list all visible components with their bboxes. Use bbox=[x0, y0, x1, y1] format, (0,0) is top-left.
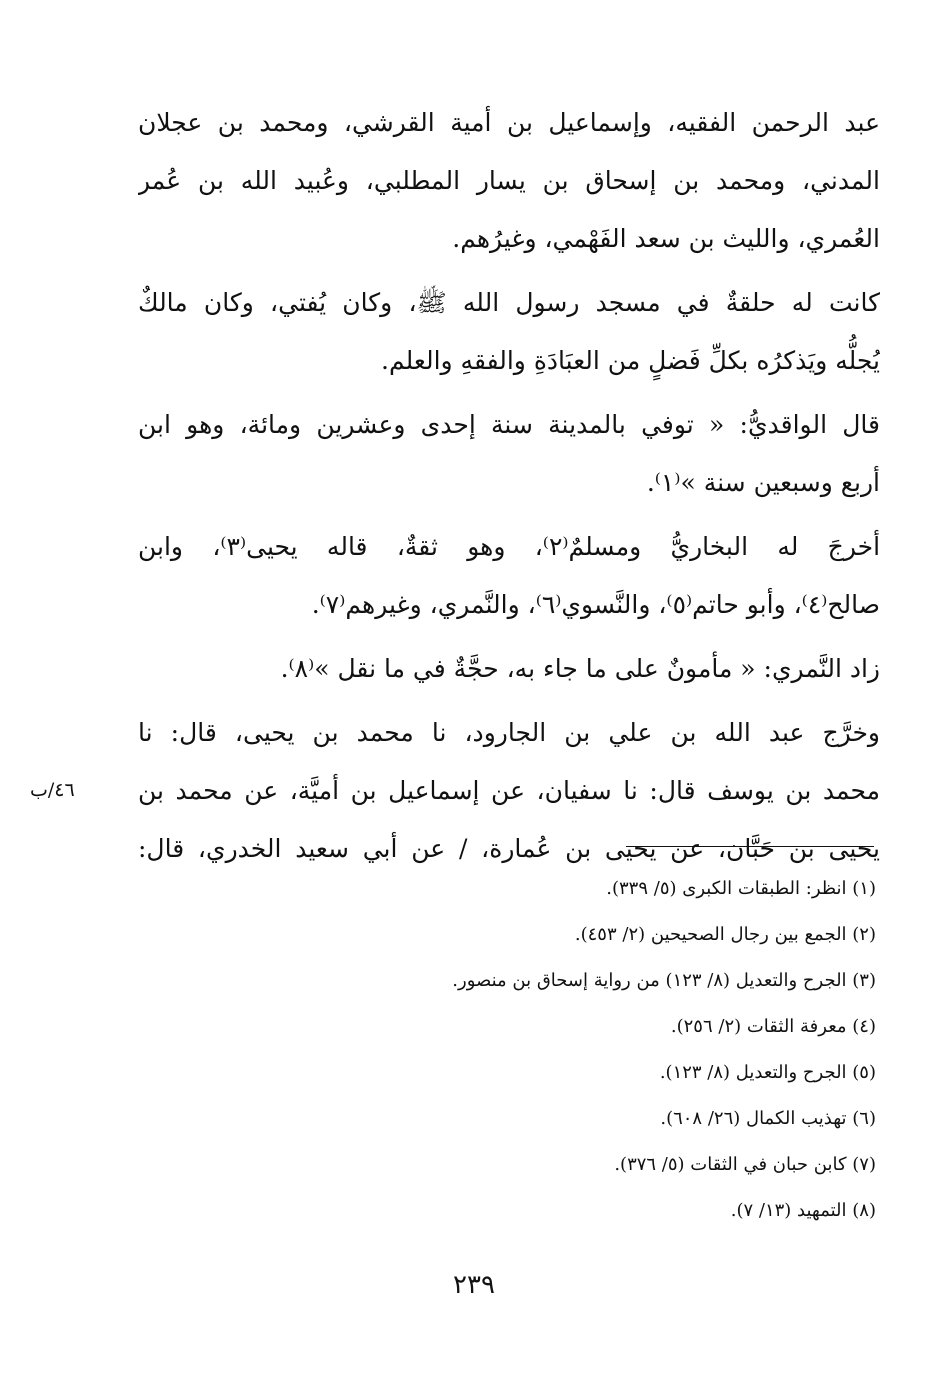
text-line: يحيى بن حَبَّان، عن يحيى بن عُمارة، / عن أبي سعيد الخدري، قال: bbox=[138, 834, 880, 863]
text-line: أخرجَ له البخاريُّ ومسلمٌ⁽٢⁾، وهو ثقةٌ، قاله يحيى⁽٣⁾، وابن bbox=[138, 532, 880, 561]
paragraph-3 bbox=[138, 396, 880, 512]
paragraph-1 bbox=[138, 94, 880, 268]
text-line: قال الواقديُّ: « توفي بالمدينة سنة إحدى وعشرين ومائة، وهو ابن bbox=[138, 410, 880, 439]
manuscript-folio-marker: ٤٦/ب bbox=[30, 779, 75, 801]
text-line: محمد بن يوسف قال: نا سفيان، عن إسماعيل بن أميَّة، عن محمد بن bbox=[138, 776, 880, 805]
text-line: يُجلُّه ويَذكرُه بكلِّ فَضلٍ من العبَادَةِ والفقهِ والعلم. bbox=[381, 346, 880, 375]
main-text bbox=[138, 94, 880, 884]
footnote-4: (٤) معرفة الثقات (٢/ ٢٥٦). bbox=[670, 1016, 876, 1037]
text-line: كانت له حلقةٌ في مسجد رسول الله ﷺ، وكان يُفتي، وكان مالكٌ bbox=[138, 288, 880, 317]
footnote-8: (٨) التمهيد (١٣/ ٧). bbox=[730, 1200, 876, 1221]
footnote-5: (٥) الجرح والتعديل (٨/ ١٢٣). bbox=[659, 1062, 876, 1083]
text-line: عبد الرحمن الفقيه، وإسماعيل بن أمية القرشي، ومحمد بن عجلان bbox=[138, 108, 880, 137]
paragraph-6 bbox=[138, 704, 880, 878]
paragraph-4 bbox=[138, 518, 880, 634]
text-line: زاد النَّمري: « مأمونٌ على ما جاء به، حجَّةٌ في ما نقل »⁽٨⁾. bbox=[280, 654, 880, 683]
paragraph-2 bbox=[138, 274, 880, 390]
footnote-2: (٢) الجمع بين رجال الصحيحين (٢/ ٤٥٣). bbox=[574, 924, 876, 945]
footnote-6: (٦) تهذيب الكمال (٢٦/ ٦٠٨). bbox=[660, 1108, 876, 1129]
footnote-3: (٣) الجرح والتعديل (٨/ ١٢٣) من رواية إسحاق بن منصور. bbox=[452, 970, 876, 991]
text-line: صالح⁽٤⁾، وأبو حاتم⁽٥⁾، والنَّسوي⁽٦⁾، والنَّمري، وغيرهم⁽٧⁾. bbox=[311, 590, 880, 619]
page-number: ٢٣٩ bbox=[453, 1270, 495, 1300]
text-line: وخرَّج عبد الله بن علي بن الجارود، نا محمد بن يحيى، قال: نا bbox=[138, 718, 880, 747]
text-line: المدني، ومحمد بن إسحاق بن يسار المطلبي، وعُبيد الله بن عُمر bbox=[138, 166, 880, 195]
footnote-separator bbox=[626, 846, 874, 847]
footnote-7: (٧) كابن حبان في الثقات (٥/ ٣٧٦). bbox=[614, 1154, 876, 1175]
text-line: العُمري، والليث بن سعد الفَهْمي، وغيرُهم. bbox=[452, 224, 880, 253]
paragraph-5 bbox=[138, 640, 880, 698]
text-line: أربع وسبعين سنة »⁽١⁾. bbox=[646, 468, 880, 497]
footnote-1: (١) انظر: الطبقات الكبرى (٥/ ٣٣٩). bbox=[606, 878, 876, 899]
footnotes bbox=[300, 866, 876, 1234]
